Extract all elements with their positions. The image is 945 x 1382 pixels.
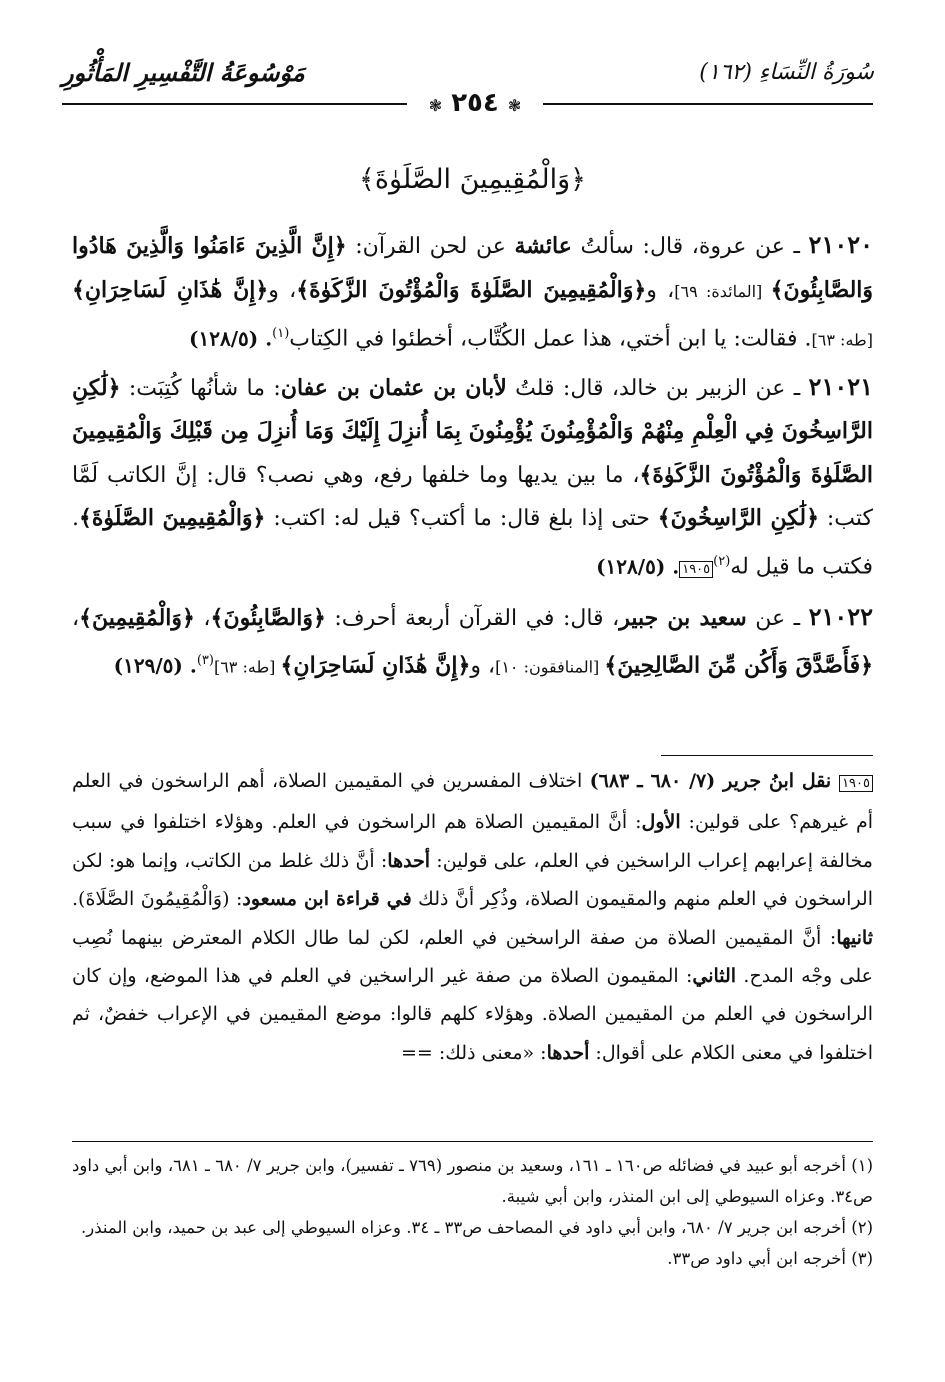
footnote-marker[interactable]: (١)	[272, 326, 290, 341]
commentary-text: : (وَالْمُقِيمُونَ الصَّلَاةَ).	[72, 888, 243, 911]
commentary-bold: أحدها	[387, 849, 431, 872]
narration-text: حتى إذا بلغ قال: ما أكتب؟ قيل له: اكتب:	[265, 506, 658, 532]
commentary-divider	[661, 755, 873, 756]
header-rule-right	[543, 103, 873, 105]
commentary-bold: أحدها	[546, 1041, 590, 1064]
quran-quote: ﴿إِنَّ هَٰذَانِ لَسَاحِرَانِ﴾	[72, 276, 269, 303]
quran-quote: ﴿لَٰكِنِ الرَّاسِخُونَ فِي الْعِلْمِ مِنْهُمْ وَالْمُؤْمِنُونَ يُؤْمِنُونَ بِمَا أُنزِلَ إِلَيْكَ وَمَا أُنزِلَ مِن قَبْلِكَ وَالْمُقِيمِينَ الصَّلَوٰةَ وَالْمُؤْتُونَ الزَّكَوٰةَ﴾	[72, 374, 874, 488]
narration-text: ، و	[268, 277, 297, 303]
narration-text: ، و	[470, 653, 496, 679]
narration-text: ، قال: في القرآن أربعة أحرف:	[325, 605, 620, 631]
page-number-block	[405, 88, 545, 121]
source-reference: . (١٢٨/٥)	[596, 554, 680, 579]
narration-text: . فكتب ما قيل له	[72, 506, 873, 580]
narration-text: ـ عن الزبير بن خالد، قال: قلتُ	[506, 375, 809, 401]
verse-reference: [المنافقون: ١٠]	[495, 657, 605, 677]
footnotes	[72, 1150, 873, 1274]
commentary-text: : أنَّ المقيمين الصلاة هم الراسخون في العلم. وهؤلاء اختلفوا في سبب مخالفة إعرابهم إعراب الراسخين في العلم، على قولين:	[72, 811, 873, 872]
ornament-icon: ❃	[428, 96, 443, 115]
narration-number: ٢١٠٢٢	[808, 601, 874, 631]
narration-text: ـ عن عروة، قال: سألتُ	[571, 234, 809, 259]
quran-quote: ﴿وَالْمُقِيمِينَ الصَّلَوٰةَ وَالْمُؤْتُونَ الزَّكَوٰةَ﴾	[296, 276, 647, 303]
narration-text: ، ما بين يديها وما خلفها رفع، وهي نصب؟ قال: إنَّ الكاتب لَمَّا كتب:	[72, 462, 873, 532]
header-book-title: مَوْسُوعَةُ التَّفْسِيرِ المَأْثُورِ	[62, 58, 305, 87]
header-rule-left	[62, 103, 407, 105]
quran-quote: ﴿وَالْمُقِيمِينَ الصَّلَوٰةَ﴾	[79, 505, 266, 532]
commentary-text: : أنَّ المقيمين الصلاة من صفة الراسخين في العلم، لكن لما طال الكلام المعترض بينهما نُصِب على وجْه المدح.	[72, 926, 873, 988]
commentary-bold: في قراءة ابن مسعود	[242, 888, 412, 911]
commentary-bold: نقل ابنُ جرير (٧/ ٦٨٠ ـ ٦٨٣)	[589, 770, 840, 792]
narration-text: عن لحن القرآن:	[346, 234, 515, 259]
footnote: (٢) أخرجه ابن جرير ٧/ ٦٨٠، وابن أبي داود في المصاحف ص٣٣ ـ ٣٤. وعزاه السيوطي إلى عبد بن حميد، وابن المنذر.	[81, 1218, 873, 1237]
verse-reference: [طه: ٦٣]	[213, 657, 281, 677]
narration-entry	[72, 366, 873, 592]
narration-text: . فقالت: يا ابن أختي، هذا عمل الكُتَّاب، أخطئوا في الكِتاب	[289, 326, 812, 352]
commentary-bold: الأول	[641, 811, 681, 834]
narration-text: ، و	[646, 277, 675, 303]
quran-quote: ﴿وَالصَّابِئُونَ﴾	[210, 604, 326, 631]
narration-entry	[72, 596, 873, 689]
footnote: (٣) أخرجه ابن أبي داود ص٣٣.	[667, 1249, 873, 1268]
narration-number: ٢١٠٢٠	[808, 230, 873, 259]
narration-number: ٢١٠٢١	[808, 371, 873, 401]
footnote-marker[interactable]: (٢)	[713, 553, 731, 569]
commentary-box-number: ١٩٠٥	[839, 775, 873, 792]
narration-text: ،	[194, 605, 211, 631]
narrations	[72, 224, 873, 693]
source-reference: . (١٢٩/٥)	[113, 653, 197, 678]
narration-entry	[72, 224, 873, 362]
narration-text: ،	[72, 605, 80, 631]
narration-text: ـ عن	[746, 605, 809, 631]
verse-reference: [طه: ٦٣]	[811, 330, 873, 350]
section-title: ﴿وَالْمُقِيمِينَ الصَّلَوٰةَ﴾	[359, 164, 586, 195]
commentary-text: : المقيمون الصلاة من صفة غير الراسخين في العلم في هذا الموضع، وإن كان الراسخون في العلم من المقيمين الصلاة. وهؤلاء كلهم قالوا: موضع المقيمين في الإعراب خفضٌ، ثم اختلفوا في معنى الكلام على أقوال:	[72, 965, 873, 1064]
source-reference: . (١٢٨/٥)	[189, 326, 273, 351]
footnote: (١) أخرجه أبو عبيد في فضائله ص١٦٠ ـ ١٦١، وسعيد بن منصور (٧٦٩ ـ تفسير)، وابن جرير ٧/ ٦٨٠ ـ ٦٨١، وابن أبي داود ص٣٤. وعزاه السيوطي إلى ابن المنذر، وابن أبي شيبة.	[72, 1156, 874, 1206]
commentary-text: : «معنى ذلك: ==	[401, 1041, 547, 1064]
commentary-text: اختلاف المفسرين في المقيمين الصلاة، أهم الراسخون في العلم أم غيرهم؟ على قولين:	[72, 770, 873, 834]
commentary-bold: ثانيها	[836, 926, 873, 949]
narrator-name: عائشة	[514, 233, 572, 259]
narrator-name: سعيد بن جبير	[619, 604, 747, 631]
quran-quote: ﴿إِنَّ الَّذِينَ ءَامَنُوا وَالَّذِينَ هَادُوا وَالصَّابِئُونَ﴾	[72, 233, 874, 303]
page-number: ٢٥٤	[451, 88, 499, 118]
narration-text: : ما شأنُها كُتِبَت:	[120, 375, 281, 401]
quran-quote: ﴿إِنَّ هَٰذَانِ لَسَاحِرَانِ﴾	[280, 652, 471, 679]
commentary-bold: الثاني	[692, 965, 737, 988]
footnote-marker[interactable]: (٣)	[196, 653, 214, 669]
quran-quote: ﴿فَأَصَّدَّقَ وَأَكُن مِّنَ الصَّالِحِينَ﴾	[604, 652, 873, 679]
narrator-name: لأبان بن عثمان بن عفان	[280, 374, 507, 401]
footnotes-divider	[72, 1141, 873, 1142]
commentary-text: : أنَّ ذلك غلط من الكاتب، وإنما هو: لكن الراسخون في العلم منهم والمقيمون الصلاة، وذُكِر أنَّ ذلك	[72, 849, 873, 911]
quran-quote: ﴿لَٰكِنِ الرَّاسِخُونَ﴾	[657, 505, 819, 532]
commentary-link-box[interactable]: ١٩٠٥	[679, 561, 713, 578]
header-surah-title: سُورَةُ النِّسَاءِ (١٦٢)	[699, 60, 874, 85]
quran-quote: ﴿وَالْمُقِيمِينَ﴾	[79, 604, 195, 631]
commentary	[72, 762, 873, 1072]
verse-reference: [المائدة: ٦٩]	[674, 281, 771, 301]
ornament-icon: ❃	[507, 96, 522, 115]
